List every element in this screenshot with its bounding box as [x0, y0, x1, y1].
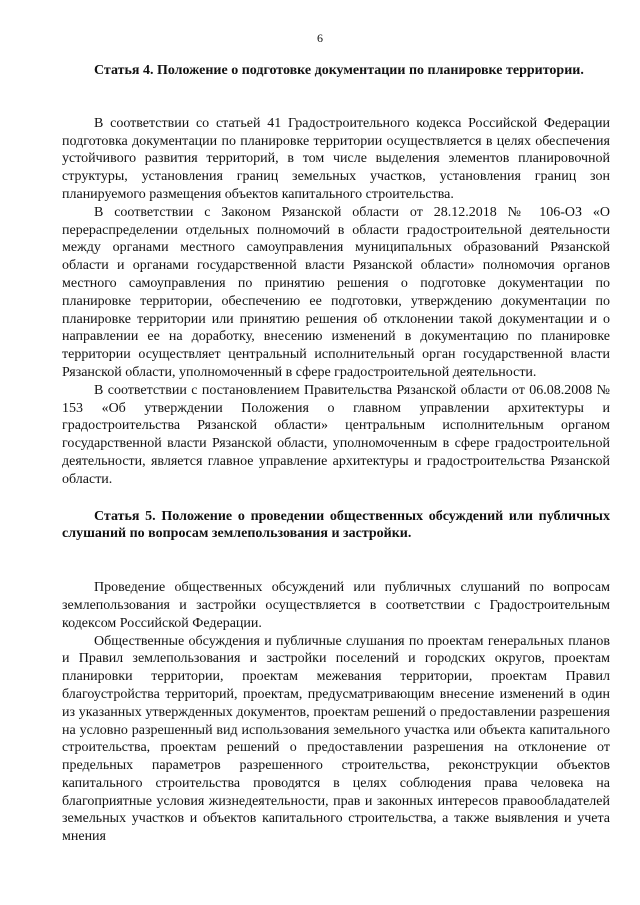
article-4-paragraph-2: В соответствии с Законом Рязанской области от 28.12.2018 № 106-ОЗ «О перераспределении отдельных полномочий в области градостроительной деятельности между органами местного самоуправления муниципальных образований Рязанской области и органами государственной власти Рязанской области» полномочия органов местного самоуправления по принятию решения о подготовке документации по планировке территории, обеспечению ее подготовки, утверждению документации по планировке территории или принятию решения об отклонении такой документации и о направлении ее на доработку, внесению изменений в документацию по планировке территории осуществляет центральный исполнительный орган государственной власти Рязанской области, уполномоченный в сфере градостроительной деятельности. [62, 204, 610, 380]
article-4-paragraph-1: В соответствии со статьей 41 Градостроительного кодекса Российской Федерации подготовка документации по планировке территории осуществляется в целях обеспечения устойчивого развития территорий, в том числе выделения элементов планировочной структуры, установления границ земельных участков, установления границ зон планируемого размещения объектов капитального строительства. [62, 115, 610, 202]
article-5-paragraph-2: Общественные обсуждения и публичные слушания по проектам генеральных планов и Правил землепользования и застройки поселений и городских округов, проектам планировки территории, проектам межевания территории, проектам Правил благоустройства территорий, проектам, предусматривающим внесение изменений в один из указанных утвержденных документов, проектам решений о предоставлении разрешения на условно разрешенный вид использования земельного участка или объекта капитального строительства, проектам решений о предоставлении разрешения на отклонение от предельных параметров разрешенного строительства, реконструкции объектов капитального строительства проводятся в целях соблюдения права человека на благоприятные условия жизнедеятельности, прав и законных интересов правообладателей земельных участков и объектов капитального строительства, а также выявления и учета мнения [62, 633, 610, 845]
article-4-heading: Статья 4. Положение о подготовке документации по планировке территории. [94, 63, 584, 78]
article-4-paragraph-3: В соответствии с постановлением Правительства Рязанской области от 06.08.2008 № 153 «Об утверждении Положения о главном управлении архитектуры и градостроительства Рязанской области» центральным исполнительным органом государственной власти Рязанской области, уполномоченным в сфере градостроительной деятельности, является главное управление архитектуры и градостроительства Рязанской области. [62, 382, 610, 487]
article-5-paragraph-1: Проведение общественных обсуждений или публичных слушаний по вопросам землепользования и застройки осуществляется в соответствии с Градостроительным кодексом Российской Федерации. [62, 580, 610, 631]
spacer [62, 543, 610, 579]
page-number: 6 [317, 31, 323, 45]
spacer [62, 489, 610, 508]
page-content [62, 62, 610, 846]
spacer [62, 80, 610, 115]
article-5-heading: Статья 5. Положение о проведении общественных обсуждений или публичных слушаний по вопросам землепользования и застройки. [62, 508, 610, 542]
